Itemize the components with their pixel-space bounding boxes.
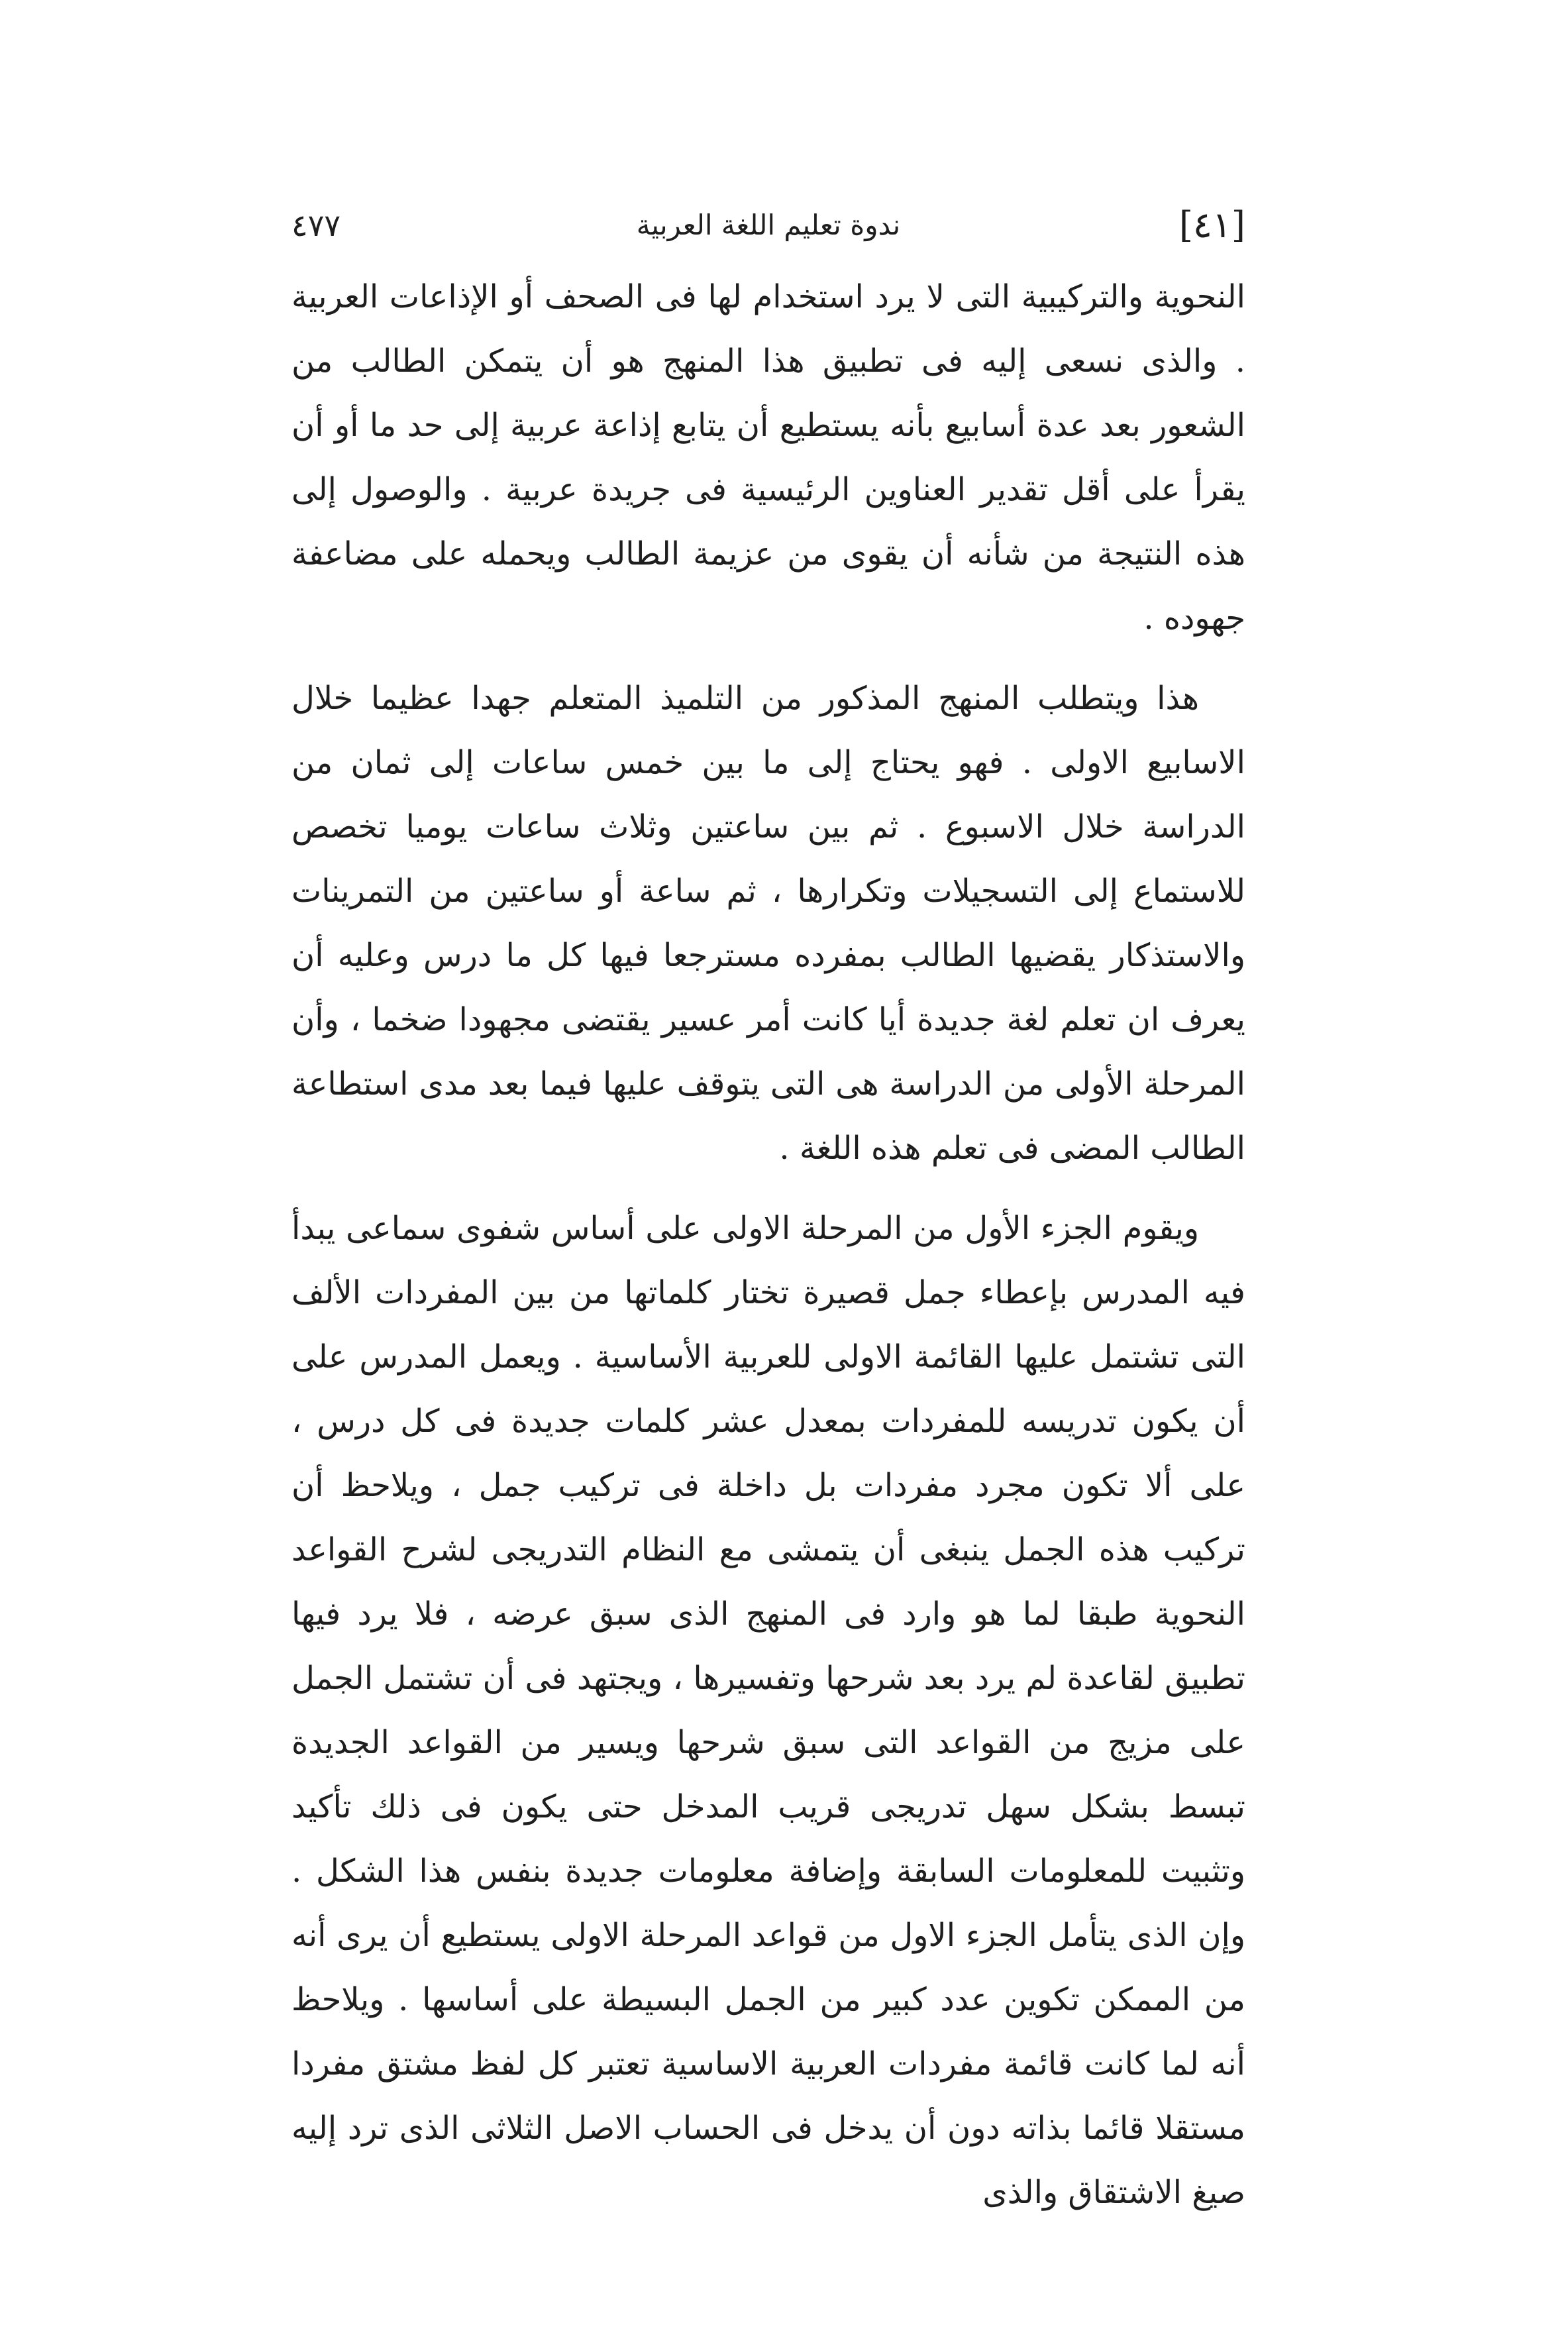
page-header xyxy=(291,199,1245,258)
paragraph-1: النحوية والتركيبية التى لا يرد استخدام لها فى الصحف أو الإذاعات العربية . والذى نسعى إليه فى تطبيق هذا المنهج هو أن يتمكن الطالب من الشعور بعد عدة أسابيع بأنه يستطيع أن يتابع إذاعة عربية إلى حد ما أو أن يقرأ على أقل تقدير العناوين الرئيسية فى جريدة عربية . والوصول إلى هذه النتيجة من شأنه أن يقوى من عزيمة الطالب ويحمله على مضاعفة جهوده . xyxy=(291,278,1246,637)
section-number: [٤١] xyxy=(1178,204,1245,246)
paragraph-3: ويقوم الجزء الأول من المرحلة الاولى على أساس شفوى سماعى يبدأ فيه المدرس بإعطاء جمل قصيرة تختار كلماتها من بين المفردات الألف التى تشتمل عليها القائمة الاولى للعربية الأساسية . ويعمل المدرس على أن يكون تدريسه للمفردات بمعدل عشر كلمات جديدة فى كل درس ، على ألا تكون مجرد مفردات بل داخلة فى تركيب جمل ، ويلاحظ أن تركيب هذه الجمل ينبغى أن يتمشى مع النظام التدريجى لشرح القواعد النحوية طبقا لما هو وارد فى المنهج الذى سبق عرضه ، فلا يرد فيها تطبيق لقاعدة لم يرد بعد شرحها وتفسيرها ، ويجتهد فى أن تشتمل الجمل على مزيج من القواعد التى سبق شرحها ويسير من القواعد الجديدة تبسط بشكل سهل تدريجى قريب المدخل حتى يكون فى ذلك تأكيد وتثبيت للمعلومات السابقة وإضافة معلومات جديدة بنفس هذا الشكل . وإن الذى يتأمل الجزء الاول من قواعد المرحلة الاولى يستطيع أن يرى أنه من الممكن تكوين عدد كبير من الجمل البسيطة على أساسها . ويلاحظ أنه لما كانت قائمة مفردات العربية الاساسية تعتبر كل لفظ مشتق مفردا مستقلا قائما بذاته دون أن يدخل فى الحساب الاصل الثلاثى الذى ترد إليه صيغ الاشتقاق والذى xyxy=(291,1210,1246,2211)
page-number: ٤٧٧ xyxy=(291,207,341,243)
body-text xyxy=(291,265,1245,2225)
paragraph-2: هذا ويتطلب المنهج المذكور من التلميذ المتعلم جهدا عظيما خلال الاسابيع الاولى . فهو يحتاج إلى ما بين خمس ساعات إلى ثمان من الدراسة خلال الاسبوع . ثم بين ساعتين وثلاث ساعات يوميا تخصص للاستماع إلى التسجيلات وتكرارها ، ثم ساعة أو ساعتين من التمرينات والاستذكار يقضيها الطالب بمفرده مسترجعا فيها كل ما درس وعليه أن يعرف ان تعلم لغة جديدة أيا كانت أمر عسير يقتضى مجهودا ضخما ، وأن المرحلة الأولى من الدراسة هى التى يتوقف عليها فيما بعد مدى استطاعة الطالب المضى فى تعلم هذه اللغة . xyxy=(291,680,1245,1167)
running-title: ندوة تعليم اللغة العربية xyxy=(636,209,901,241)
